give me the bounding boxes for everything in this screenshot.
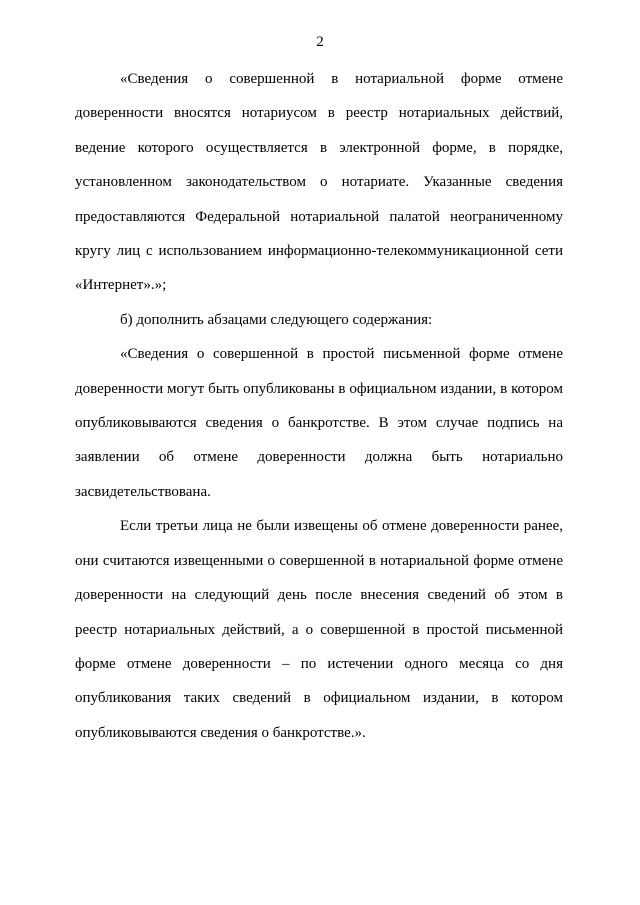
paragraph-1: «Сведения о совершенной в нотариальной форме отмене доверенности вносятся нотариусом в реестр нотариальных действий, ведение которого осуществляется в электронной форме, в порядке, установленном законодательством о нотариате. Указанные сведения предоставляются Федеральной нотариальной палатой неограниченному кругу лиц с использованием информационно-телекоммуникационной сети «Интернет».»; (75, 71, 563, 294)
document-body (75, 62, 563, 750)
paragraph-3: «Сведения о совершенной в простой письменной форме отмене доверенности могут быть опубликованы в официальном издании, в котором опубликовываются сведения о банкротстве. В этом случае подпись на заявлении об отмене доверенности должна быть нотариально засвидетельствована. (75, 346, 563, 500)
paragraph-2: б) дополнить абзацами следующего содержания: (120, 311, 433, 328)
paragraph-4: Если третьи лица не были извещены об отмене доверенности ранее, они считаются извещенными о совершенной в нотариальной форме отмене доверенности на следующий день после внесения сведений об этом в реестр нотариальных действий, а о совершенной в простой письменной форме отмене доверенности – по истечении одного месяца со дня опубликования таких сведений в официальном издании, в котором опубликовываются сведения о банкротстве.». (75, 518, 563, 741)
page-number: 2 (316, 34, 324, 50)
